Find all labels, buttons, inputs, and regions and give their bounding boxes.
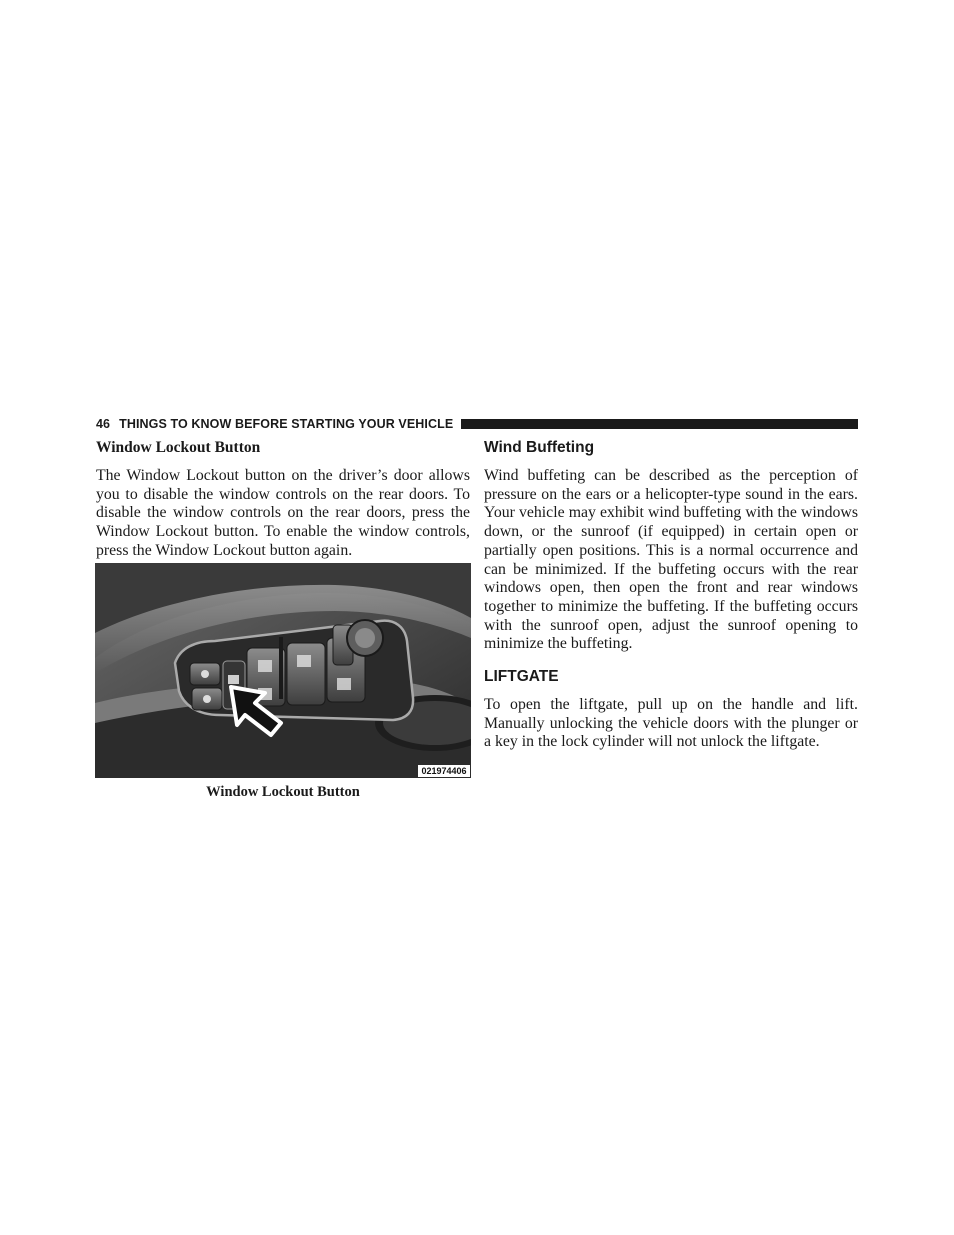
section-title: THINGS TO KNOW BEFORE STARTING YOUR VEHICLE — [119, 417, 454, 431]
window-lockout-figure — [95, 563, 471, 778]
window-lockout-heading: Window Lockout Button — [96, 439, 261, 456]
page-number: 46 — [96, 417, 111, 431]
liftgate-paragraph: To open the liftgate, pull up on the handle and lift. Manually unlocking the vehicle doors with the plunger or a key in the lock cylinder will not unlock the liftgate. — [484, 696, 858, 751]
wind-buffeting-heading: Wind Buffeting — [484, 439, 595, 456]
wind-buffeting-paragraph: Wind buffeting can be described as the perception of pressure on the ears or a helicopter-type sound in the ears. Your vehicle may exhibit wind buffeting with the windows down, or the sunroof (if equipped) in certain open or partially open positions. This is a normal occurrence and can be minimized. If the buffeting occurs with the rear windows open, then open the front and rear windows together to minimize the buffeting. If the buffeting occurs with the sunroof open, adjust the sunroof opening to minimize the buffeting. — [484, 467, 858, 653]
left-column — [96, 438, 470, 561]
figure-caption: Window Lockout Button — [206, 784, 360, 800]
liftgate-heading: LIFTGATE — [484, 668, 559, 686]
page-header — [96, 416, 858, 432]
header-rule — [461, 419, 858, 429]
image-code: 021974406 — [421, 766, 467, 776]
right-column — [484, 438, 858, 752]
door-switch-panel-illustration — [95, 563, 471, 778]
window-lockout-paragraph: The Window Lockout button on the driver’s door allows you to disable the window controls on the rear doors. To disable the window controls on the rear doors, press the Window Lockout button. To enable the window controls, press the Window Lockout button again. — [96, 467, 470, 559]
